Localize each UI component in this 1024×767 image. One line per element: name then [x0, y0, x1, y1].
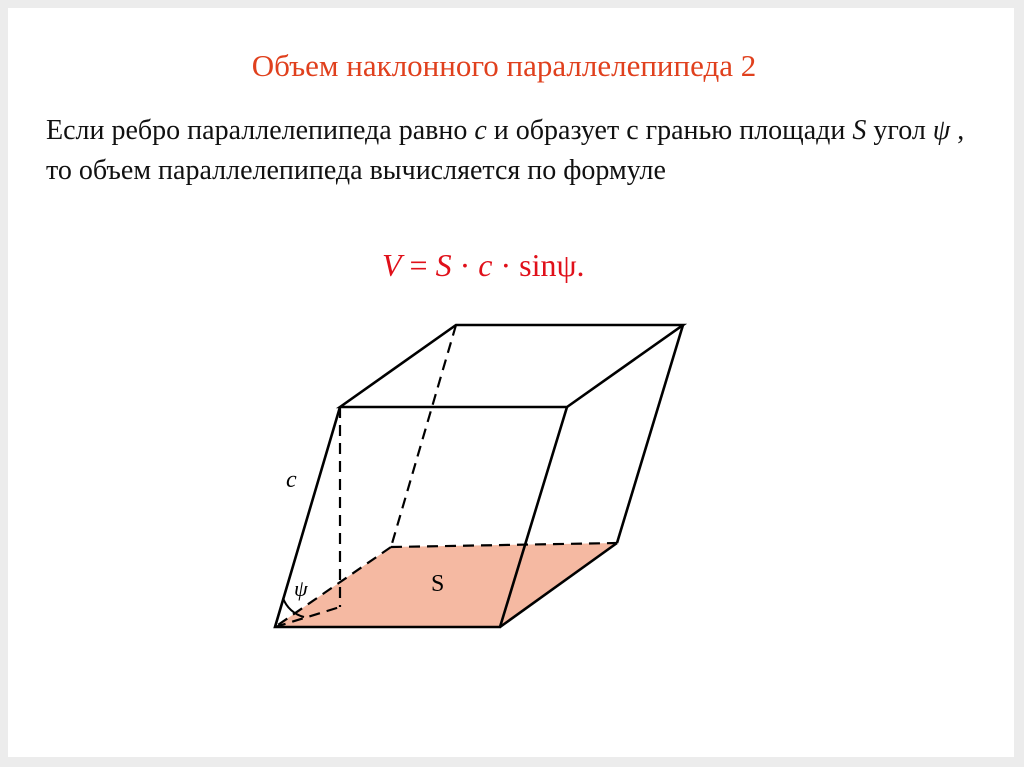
- formula-dot-2: ·: [492, 247, 520, 283]
- paragraph-text-1: Если ребро параллелепипеда равно: [46, 115, 475, 146]
- formula-equals: =: [401, 247, 436, 283]
- formula-psi: ψ: [556, 247, 577, 283]
- paragraph-text-4: , то объем параллелепипеда вычисляется по формуле: [46, 115, 965, 186]
- face-label-s: S: [431, 571, 445, 597]
- paragraph-text-3: угол: [866, 115, 933, 146]
- hidden-edge-vertical-back: [391, 325, 456, 547]
- top-face: [340, 325, 683, 407]
- formula-sin: sin: [519, 247, 557, 283]
- paragraph-var-s: S: [852, 115, 867, 146]
- formula-c: c: [478, 247, 493, 283]
- paragraph-text-2: и образует с гранью площади: [486, 115, 853, 146]
- right-back-edge: [617, 325, 683, 543]
- edge-label-c: c: [286, 467, 297, 493]
- formula-dot-1: ·: [451, 247, 479, 283]
- paragraph-var-psi: ψ: [932, 115, 951, 146]
- formula-period: .: [576, 247, 585, 283]
- formula-v: V: [382, 247, 402, 283]
- paragraph-var-c: c: [474, 115, 487, 146]
- base-face-s: [275, 543, 617, 627]
- angle-label-psi: ψ: [294, 576, 308, 601]
- slide-title: Объем наклонного параллелепипеда 2: [251, 48, 757, 83]
- formula-s: S: [435, 247, 452, 283]
